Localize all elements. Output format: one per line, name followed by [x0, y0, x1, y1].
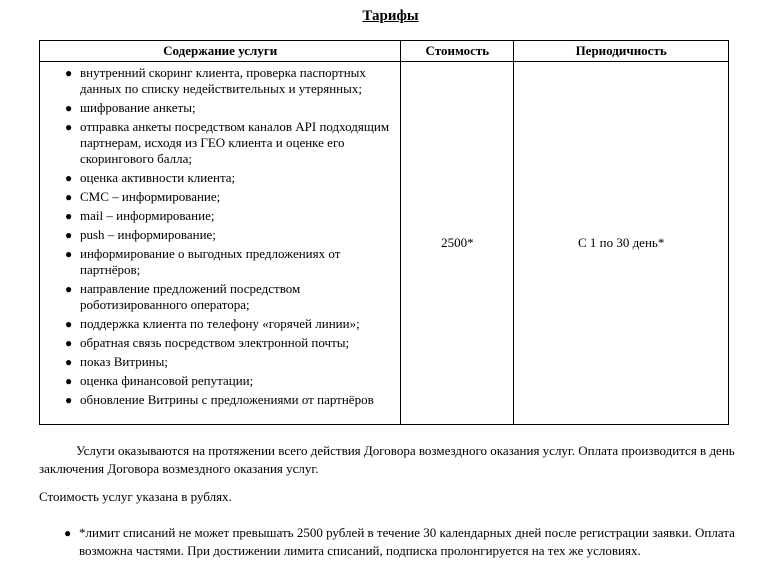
bullet-icon: ●	[65, 355, 73, 369]
service-item	[65, 316, 394, 332]
service-item-text: оценка активности клиента;	[80, 170, 236, 185]
bullet-icon: ●	[65, 171, 73, 185]
service-item	[65, 189, 394, 205]
table-row	[40, 62, 729, 425]
bullet-icon: ●	[65, 120, 73, 134]
service-item-text: push – информирование;	[80, 227, 216, 242]
service-item	[65, 119, 394, 167]
service-item-text: обновление Витрины с предложениями от партнёров	[80, 392, 374, 407]
header-cost: Стоимость	[401, 41, 514, 62]
bullet-icon: ●	[64, 526, 72, 540]
service-item-text: отправка анкеты посредством каналов API подходящим партнерам, исходя из ГЕО клиента и оценке его скорингового балла;	[80, 119, 390, 166]
bullet-icon: ●	[65, 336, 73, 350]
bullet-icon: ●	[65, 393, 73, 407]
service-item	[65, 170, 394, 186]
bullet-icon: ●	[65, 282, 73, 296]
services-period-paragraph: Услуги оказываются на протяжении всего действия Договора возмездного оказания услуг. Оплата производится в день заключения Договора возмездного оказания услуг.	[39, 443, 735, 476]
service-item-text: оценка финансовой репутации;	[80, 373, 254, 388]
bullet-icon: ●	[65, 190, 73, 204]
bullet-icon: ●	[65, 101, 73, 115]
cost-cell: 2500*	[401, 62, 514, 425]
service-item-text: СМС – информирование;	[80, 189, 221, 204]
header-service-content: Содержание услуги	[40, 41, 401, 62]
bullet-icon: ●	[65, 228, 73, 242]
service-item-text: информирование о выгодных предложениях от партнёров;	[80, 246, 341, 277]
services-cell	[40, 62, 401, 425]
note-item-text: *лимит списаний не может превышать 2500 рублей в течение 30 календарных дней после регистрации заявки. Оплата возможна частями. При достижении лимита списаний, подписка пролонгируется на тех же условиях.	[79, 525, 735, 558]
service-item-text: обратная связь посредством электронной почты;	[80, 335, 350, 350]
service-item-text: направление предложений посредством роботизированного оператора;	[80, 281, 301, 312]
header-periodicity: Периодичность	[514, 41, 729, 62]
bullet-icon: ●	[65, 317, 73, 331]
service-item-text: шифрование анкеты;	[80, 100, 196, 115]
periodicity-cell: С 1 по 30 день*	[514, 62, 729, 425]
page-title: Тарифы	[362, 8, 419, 24]
service-item	[65, 281, 394, 313]
service-item	[65, 227, 394, 243]
bullet-icon: ●	[65, 247, 73, 261]
notes-list	[39, 524, 777, 560]
service-item	[65, 65, 394, 97]
bullet-icon: ●	[65, 374, 73, 388]
service-item	[65, 373, 394, 389]
table-header-row	[40, 41, 729, 62]
service-item-text: показ Витрины;	[80, 354, 168, 369]
tariffs-table	[39, 40, 729, 425]
bullet-icon: ●	[65, 66, 73, 80]
service-item	[65, 335, 394, 351]
note-item	[64, 524, 777, 560]
bullet-icon: ●	[65, 209, 73, 223]
service-item	[65, 392, 394, 408]
services-list	[40, 62, 400, 408]
service-item	[65, 246, 394, 278]
service-item-text: mail – информирование;	[80, 208, 215, 223]
service-item-text: поддержка клиента по телефону «горячей линии»;	[80, 316, 360, 331]
service-item	[65, 100, 394, 116]
service-item	[65, 354, 394, 370]
currency-note-paragraph: Стоимость услуг указана в рублях.	[39, 489, 232, 504]
service-item	[65, 208, 394, 224]
service-item-text: внутренний скоринг клиента, проверка паспортных данных по списку недействительных и утерянных;	[80, 65, 366, 96]
